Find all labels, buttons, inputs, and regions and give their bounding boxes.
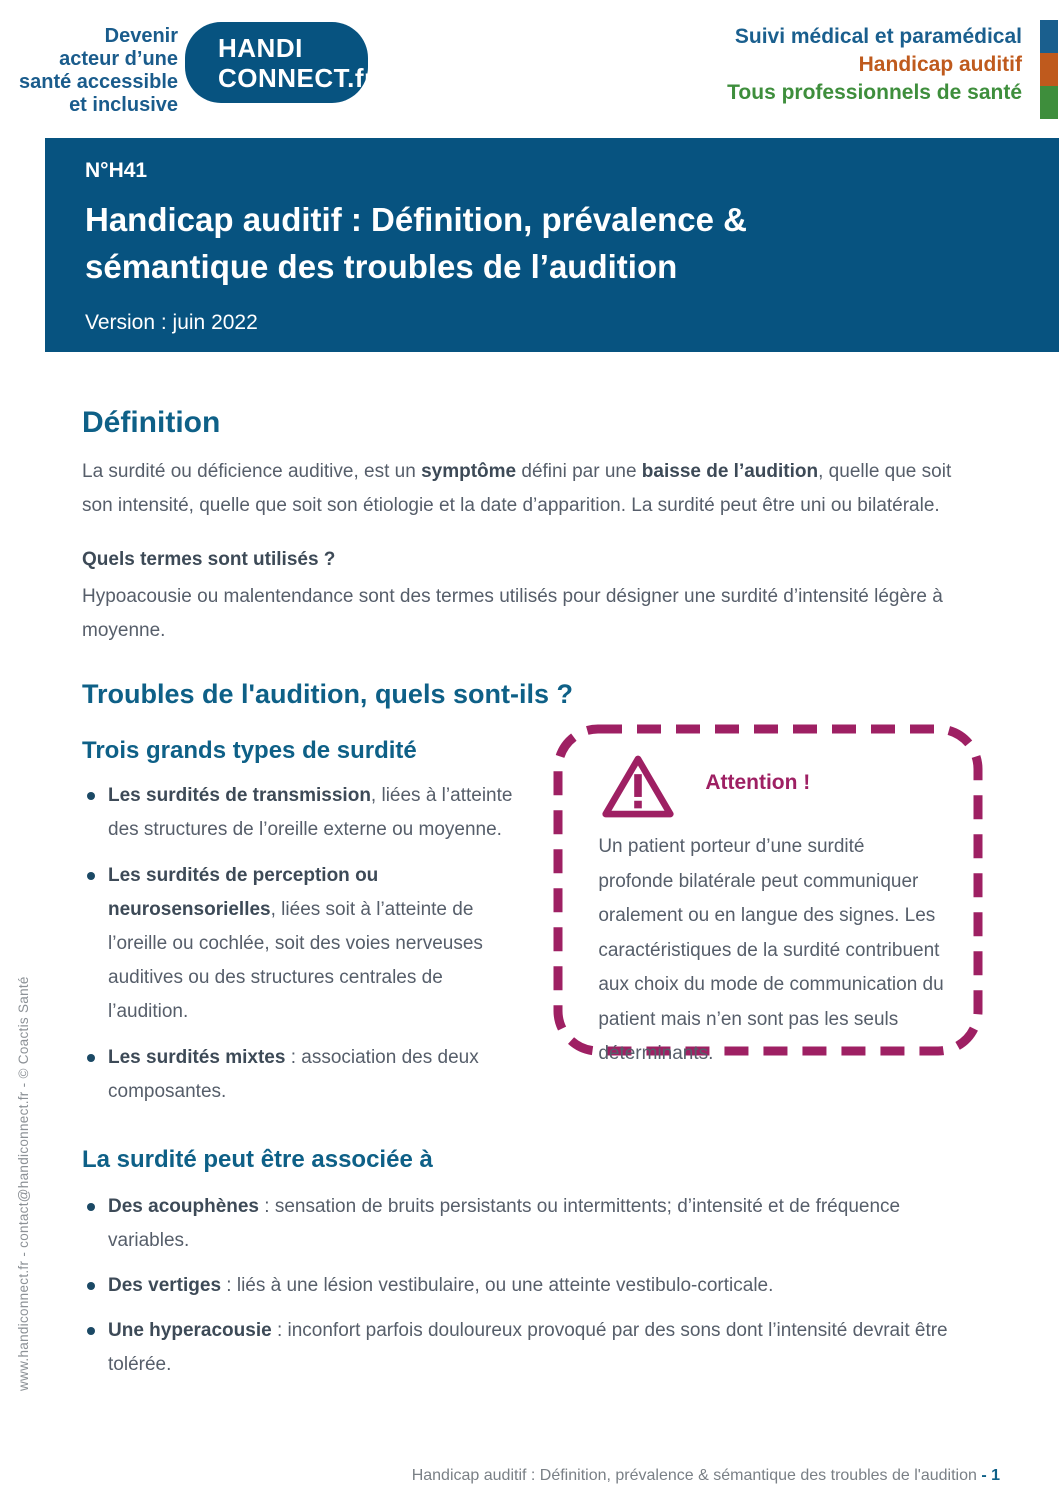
item-rest: , liées soit à l’atteinte de l’oreille ou cochlée, soit des voies nerveuses auditives ou des structures centrales de l’audition. xyxy=(108,899,483,1022)
title-banner xyxy=(45,138,1059,352)
category-health-professionals: Tous professionnels de santé xyxy=(727,81,1022,104)
subheading-associated: La surdité peut être associée à xyxy=(82,1146,433,1173)
item-lead: Des acouphènes xyxy=(108,1196,259,1217)
list-item xyxy=(82,859,520,1029)
warning-triangle-icon xyxy=(600,752,676,821)
tagline-line: et inclusive xyxy=(69,94,178,116)
intro-bold-symptome: symptôme xyxy=(421,461,517,482)
intro-text: défini par une xyxy=(516,461,642,482)
section-heading-definition: Définition xyxy=(82,406,221,439)
tagline-line: santé accessible xyxy=(19,71,178,93)
strip-green xyxy=(1040,86,1058,119)
document-categories xyxy=(727,23,1022,107)
item-rest: : sensation de bruits persistants ou intermittents; d’intensité et de fréquence variables. xyxy=(108,1196,901,1251)
category-medical-followup: Suivi médical et paramédical xyxy=(734,25,1022,48)
section-heading-troubles: Troubles de l'audition, quels sont-ils ? xyxy=(82,679,573,709)
tagline-line: acteur d’une xyxy=(59,48,178,70)
list-item xyxy=(82,1041,520,1109)
item-lead: Des vertiges xyxy=(108,1275,222,1296)
definition-intro xyxy=(82,455,974,523)
list-item xyxy=(82,1269,974,1303)
deafness-types-column xyxy=(82,724,520,1121)
tagline-line: Devenir xyxy=(104,25,178,47)
item-lead: Une hyperacousie xyxy=(108,1320,272,1341)
strip-blue xyxy=(1040,20,1058,53)
item-lead: Les surdités mixtes xyxy=(108,1047,286,1068)
item-rest: , liées à l’atteinte des structures de l’oreille externe ou moyenne. xyxy=(108,785,513,840)
attention-body: Un patient porteur d’une surdité profonde bilatérale peut communiquer oralement ou en langue des signes. Les caractéristiques de la surdité contribuent aux choix du mode de communication du patient mais n’en sont pas les seuls déterminants. xyxy=(598,836,944,1064)
list-item xyxy=(82,1190,974,1258)
sheet-number: N°H41 xyxy=(85,159,148,182)
footer-title: Handicap auditif : Définition, prévalence & sémantique des troubles de l'audition xyxy=(411,1467,982,1484)
page-number: - 1 xyxy=(981,1467,1000,1484)
attention-title: Attention ! xyxy=(705,770,811,794)
main-content xyxy=(82,403,974,1393)
list-item xyxy=(82,1314,974,1382)
handiconnect-logo xyxy=(185,22,375,103)
associated-list xyxy=(82,1190,974,1382)
strip-orange xyxy=(1040,53,1058,86)
logo-line-2: CONNECT.fr xyxy=(218,63,375,93)
intro-text: La surdité ou déficience auditive, est un xyxy=(82,461,422,482)
intro-text: , quelle que soit son intensité, quelle que soit son étiologie et la date d’apparition. La surdité peut être uni ou bilatérale. xyxy=(82,461,952,516)
item-lead: Les surdités de perception ou neurosensorielles xyxy=(108,865,379,920)
terms-answer: Hypoacousie ou malentendance sont des termes utilisés pour désigner une surdité d’intensité légère à moyenne. xyxy=(82,586,943,641)
document-version: Version : juin 2022 xyxy=(85,311,258,334)
terms-question: Quels termes sont utilisés ? xyxy=(82,549,336,570)
category-hearing-disability: Handicap auditif xyxy=(858,53,1022,76)
list-item xyxy=(82,779,520,847)
item-rest: : association des deux composantes. xyxy=(108,1047,479,1102)
item-rest: : liés à une lésion vestibulaire, ou une atteinte vestibulo-corticale. xyxy=(221,1275,774,1296)
two-column-row xyxy=(82,724,974,1121)
page-footer xyxy=(412,1467,1000,1485)
document-title: Handicap auditif : Définition, prévalence & sémantique des troubles de l’audition xyxy=(85,201,747,285)
item-lead: Les surdités de transmission xyxy=(108,785,371,806)
category-color-strip xyxy=(1040,20,1058,119)
intro-bold-baisse: baisse de l’audition xyxy=(641,461,819,482)
brand-tagline xyxy=(0,25,178,117)
subheading-types: Trois grands types de surdité xyxy=(82,737,417,764)
logo-line-1: HANDI xyxy=(218,33,303,63)
attention-callout xyxy=(553,724,974,1064)
deafness-types-list xyxy=(82,779,520,1109)
attention-header xyxy=(600,752,810,821)
sidebar-credit-text: www.handiconnect.fr - contact@handiconnect.fr - © Coactis Santé xyxy=(16,976,31,1391)
item-rest: : inconfort parfois douloureux provoqué par des sons dont l’intensité devrait être tolérée. xyxy=(108,1320,948,1375)
